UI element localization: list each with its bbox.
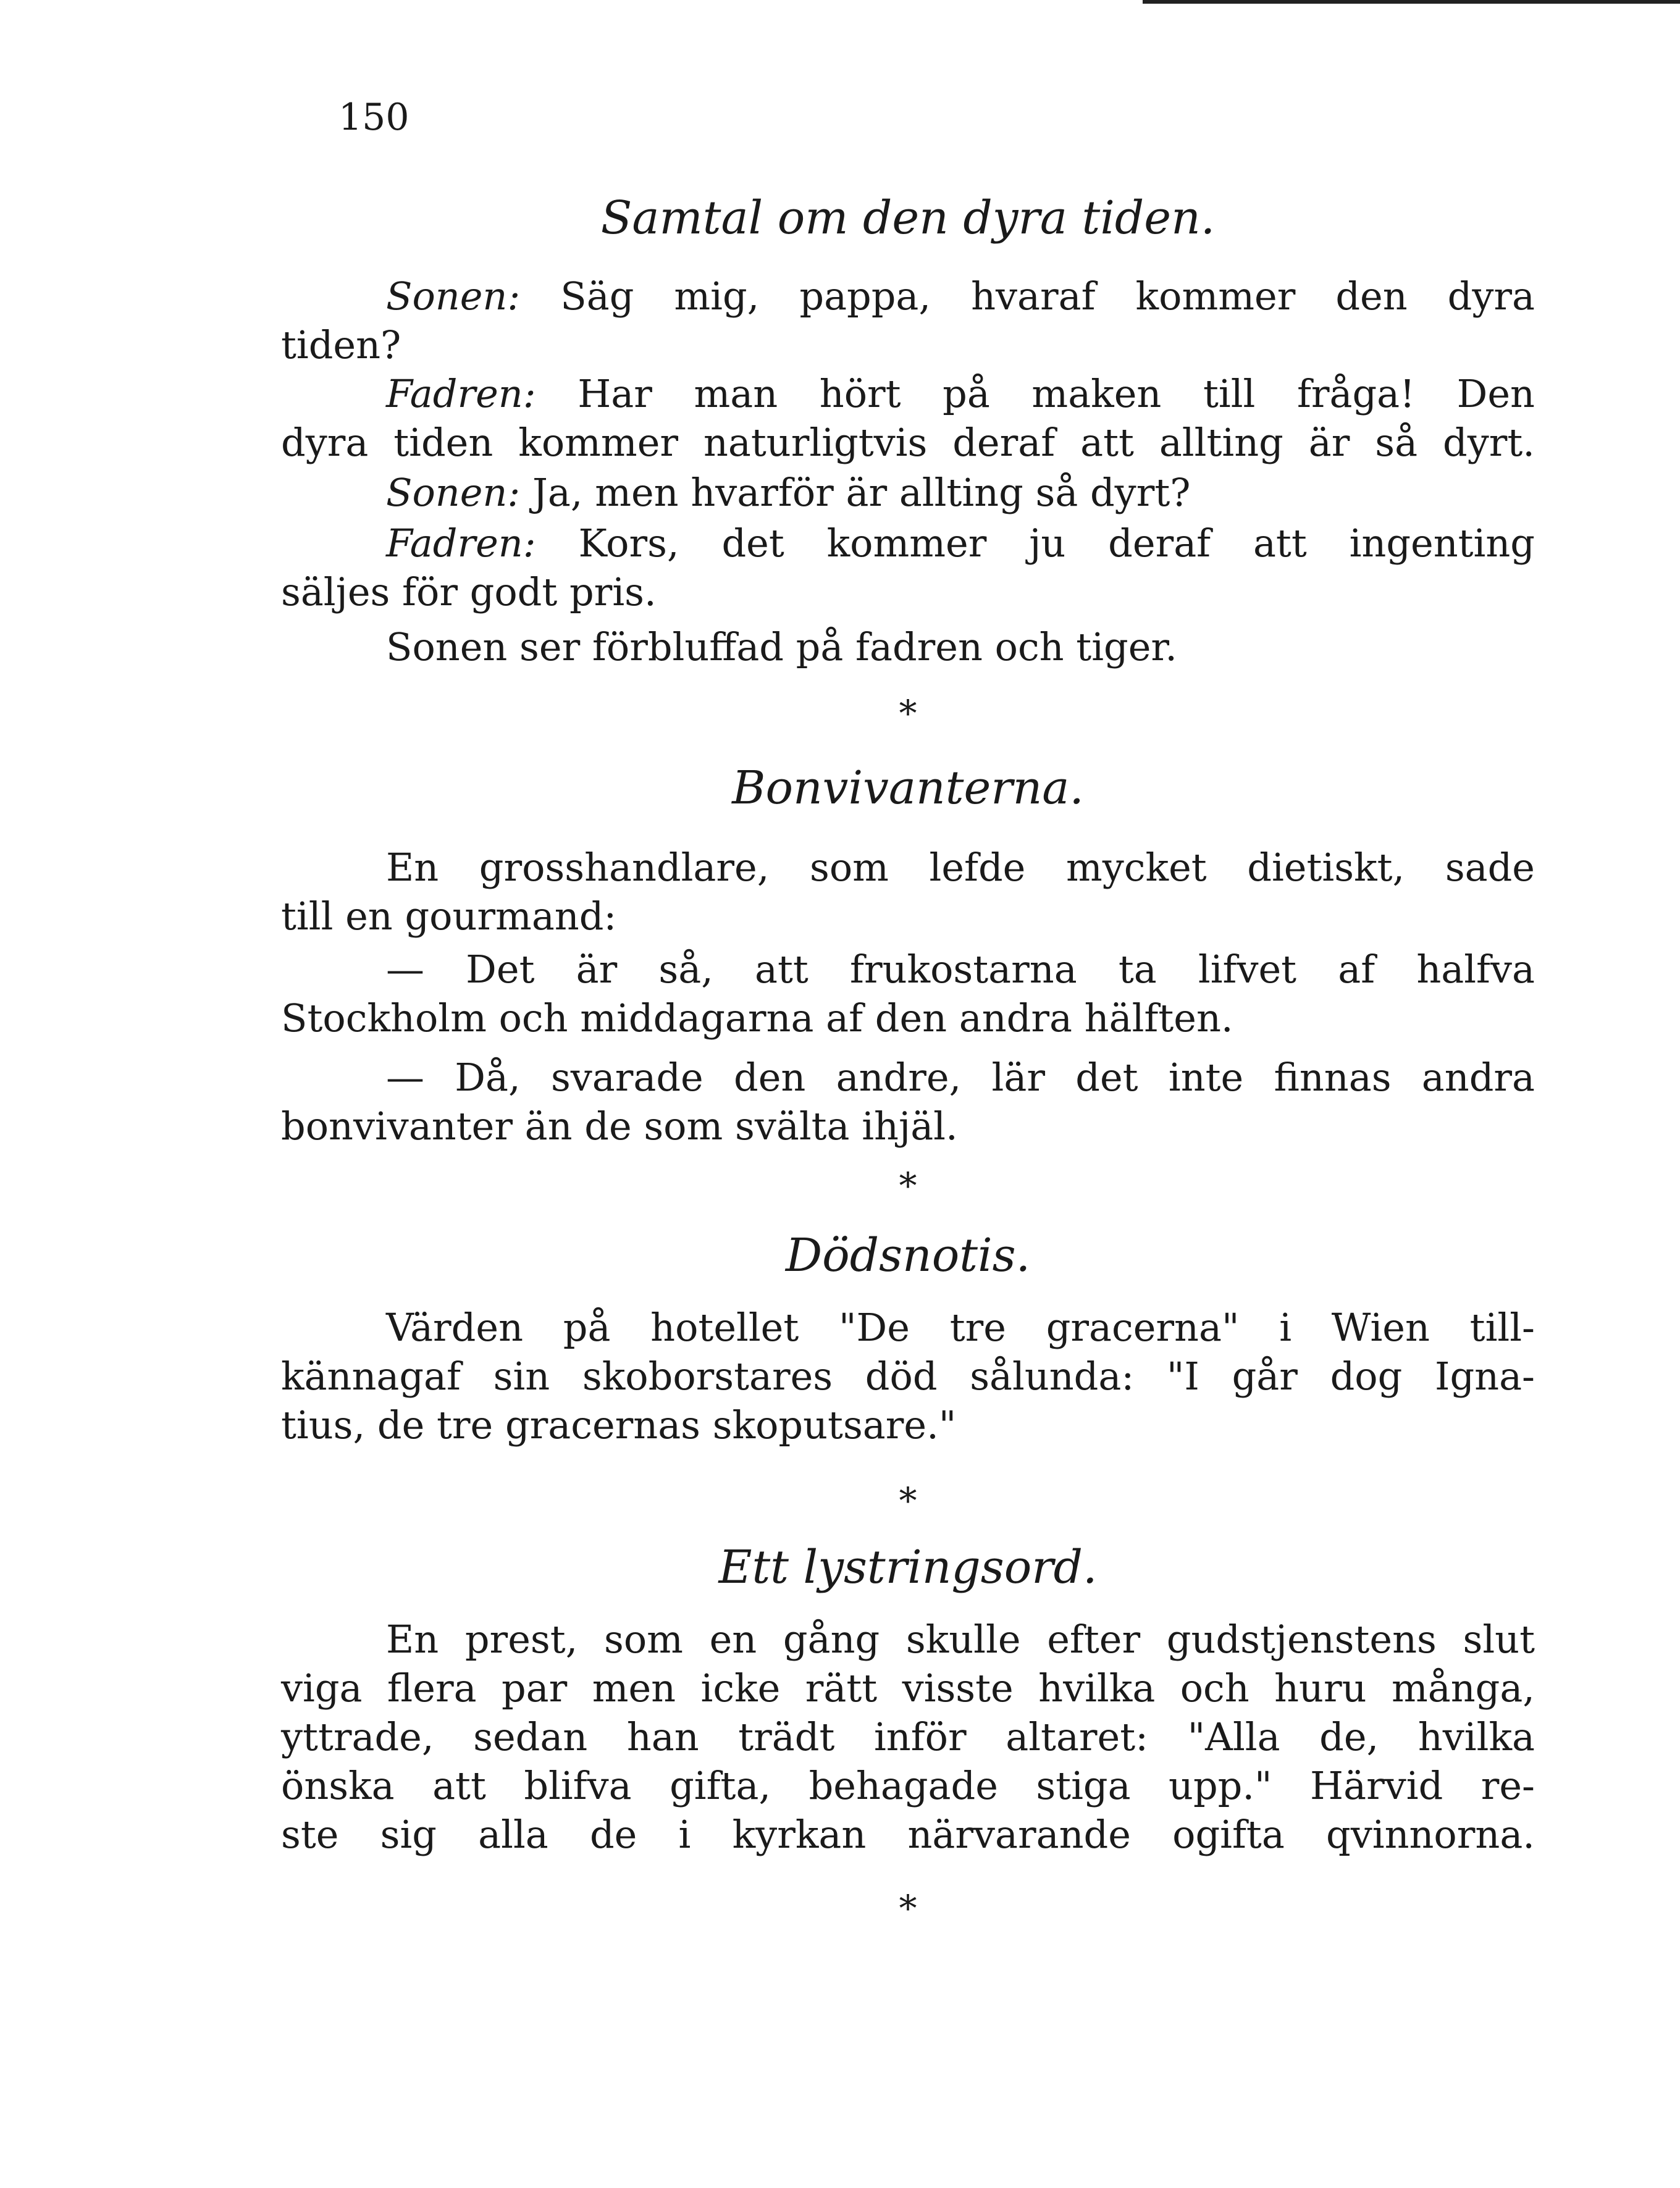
notice-text: Värden på hotellet "De tre gracerna" i Wien till- — [386, 1305, 1535, 1350]
dialogue-text: tiden? — [281, 322, 401, 367]
dialogue-paragraph-1 — [281, 272, 1535, 369]
anecdote-text: — Det är så, att frukostarna ta lifvet af halfva — [386, 947, 1535, 992]
anecdote-text: En prest, som en gång skulle efter gudstjenstens slut — [386, 1617, 1535, 1662]
section-separator-star: * — [899, 692, 917, 734]
section-title-bonvivanterna: Bonvivanterna. — [732, 761, 1084, 815]
dialogue-text: Säg mig, pappa, hvaraf kommer den dyra — [560, 274, 1535, 319]
notice-text: kännagaf sin skoborstares död sålunda: "I går dog Igna- — [281, 1354, 1535, 1399]
anecdote-text: En grosshandlare, som lefde mycket dietiskt, sade — [386, 845, 1535, 890]
speaker-label: Fadren: — [386, 521, 536, 566]
dialogue-paragraph-4 — [281, 519, 1535, 616]
anecdote-text: bonvivanter än de som svälta ihjäl. — [281, 1104, 958, 1149]
anecdote-text: — Då, svarade den andre, lär det inte finnas andra — [386, 1055, 1535, 1100]
section-title-dodsnotis: Dödsnotis. — [785, 1229, 1031, 1282]
anecdote-paragraph — [281, 945, 1535, 1042]
anecdote-text: yttrade, sedan han trädt inför altaret: "Alla de, hvilka — [281, 1714, 1535, 1759]
narration-text: Sonen ser förbluffad på fadren och tiger. — [386, 624, 1177, 669]
dialogue-text: dyra tiden kommer naturligtvis deraf att allting är så dyrt. — [281, 420, 1535, 465]
dialogue-paragraph-2 — [281, 369, 1535, 467]
section-title-samtal: Samtal om den dyra tiden. — [600, 191, 1216, 245]
speaker-label: Sonen: — [386, 470, 521, 515]
anecdote-text: ste sig alla de i kyrkan närvarande ogifta qvinnorna. — [281, 1812, 1535, 1857]
dialogue-paragraph-3 — [281, 468, 1535, 517]
anecdote-text: viga flera par men icke rätt visste hvilka och huru många, — [281, 1666, 1535, 1711]
anecdote-text: önska att blifva gifta, behagade stiga upp." Härvid re- — [281, 1763, 1535, 1808]
section-separator-star: * — [899, 1480, 917, 1522]
dialogue-text: Har man hört på maken till fråga! Den — [578, 371, 1535, 416]
dialogue-text: Kors, det kommer ju deraf att ingenting — [578, 521, 1535, 566]
section-separator-star: * — [899, 1887, 917, 1929]
notice-paragraph — [281, 1303, 1535, 1449]
dialogue-text: Ja, men hvarför är allting så dyrt? — [532, 470, 1191, 515]
section-title-lystringsord: Ett lystringsord. — [718, 1541, 1098, 1594]
speaker-label: Fadren: — [386, 371, 536, 416]
dialogue-text: säljes för godt pris. — [281, 569, 657, 614]
anecdote-text: till en gourmand: — [281, 894, 617, 939]
notice-text: tius, de tre gracernas skoputsare." — [281, 1402, 957, 1448]
anecdote-text: Stockholm och middagarna af den andra hälften. — [281, 995, 1233, 1041]
anecdote-paragraph — [281, 843, 1535, 941]
page-number: 150 — [338, 96, 410, 139]
anecdote-paragraph — [281, 1615, 1535, 1859]
narration-paragraph — [281, 622, 1535, 671]
anecdote-paragraph — [281, 1053, 1535, 1151]
speaker-label: Sonen: — [386, 274, 521, 319]
section-separator-star: * — [899, 1165, 917, 1207]
